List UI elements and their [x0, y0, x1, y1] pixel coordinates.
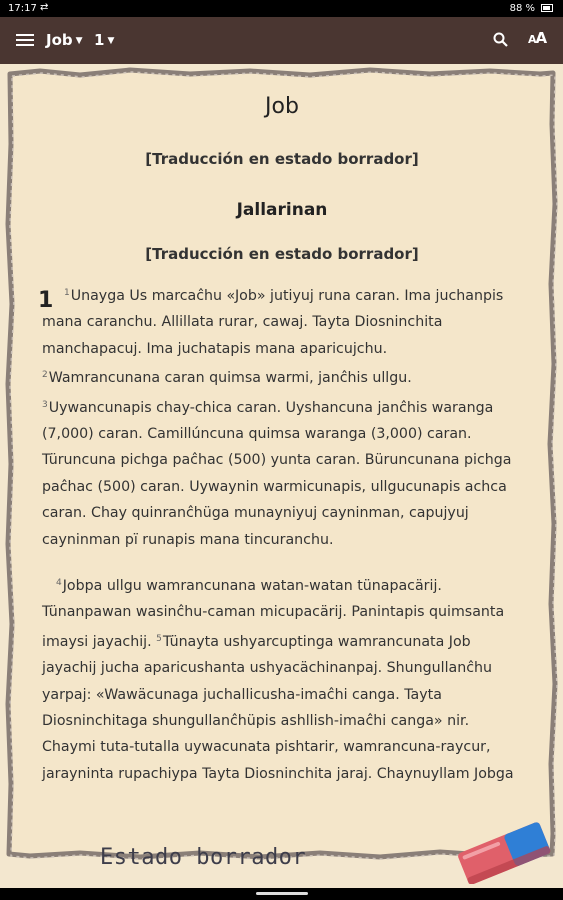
status-time: 17:17 [8, 3, 37, 14]
status-bar [0, 0, 563, 17]
verse-text[interactable]: Tünayta ushyarcuptinga wamrancunata Job jayachij jucha aparicushanta ushyacächinanpaj. Shungullanĉhu yarpaj: «Wawäcunaga juchallicusha-imaĉhi canga. Tayta Diosninchitaga shungullanĉhüpis ashllish-imaĉhi canga» nir. Chaymi tuta-tutalla uywacunata pishtarir, wamrancuna-raycur, jarayninta rupachiypa Tayta Diosninchita jaraj. Chaynuyllam Jobga [42, 633, 514, 782]
book-selector-label: Job [46, 31, 73, 49]
paragraph-2 [42, 570, 520, 787]
paragraph-1 [42, 280, 520, 553]
book-title: Job [265, 94, 299, 119]
reading-page[interactable] [0, 64, 563, 888]
verse-number[interactable]: 5 [156, 633, 162, 644]
navigation-bar [0, 888, 563, 900]
caret-down-icon: ▼ [107, 36, 115, 46]
draft-note: [Traducción en estado borrador] [145, 150, 419, 168]
sync-icon: ⇄ [40, 2, 49, 13]
text-size-icon[interactable]: AA [528, 29, 547, 47]
chapter-selector-label: 1 [94, 31, 105, 49]
verse-number[interactable]: 3 [42, 399, 48, 410]
battery-percent: 88 % [509, 3, 535, 14]
battery-icon [541, 4, 553, 12]
verse-number[interactable]: 4 [56, 578, 62, 588]
verse-text[interactable]: Uywancunapis chay-chica caran. Uyshancuna janĉhis waranga (7,000) caran. Camillúncuna quimsa waranga (3,000) caran. Türuncuna pichga paĉhac (500) yunta caran. Büruncunana pichga paĉhac (500) caran. Uywaynin warmicunapis, ullgucunapis achca caran. Chay quinranĉhüga munayniyuj cayninman, capujyuj cayninman pï runapis mana tincuranchu. [42, 399, 512, 548]
draft-note-2: [Traducción en estado borrador] [145, 245, 419, 263]
section-heading: Jallarinan [236, 200, 328, 220]
menu-icon[interactable] [16, 31, 34, 49]
draft-watermark: Estado borrador [100, 845, 307, 870]
chapter-selector[interactable] [94, 31, 114, 49]
app-toolbar [0, 17, 563, 64]
verse-text[interactable]: Wamrancunana caran quimsa warmi, janĉhis ullgu. [48, 370, 412, 387]
verse-text[interactable]: Jobpa ullgu wamrancunana watan-watan tünapacärij. Tünanpawan wasinĉhu-caman micupacärij. Panintapis quimsanta imaysi jayachij. [42, 578, 505, 650]
search-icon[interactable] [492, 31, 510, 49]
eraser-icon [450, 822, 560, 884]
home-handle[interactable] [256, 892, 308, 895]
caret-down-icon: ▼ [75, 36, 83, 46]
chapter-number: 1 [38, 288, 54, 313]
verse-number[interactable]: 1 [64, 288, 70, 298]
verse-number[interactable]: 2 [42, 370, 48, 381]
verse-text[interactable]: Unayga Us marcaĉhu «Job» jutiyuj runa caran. Ima juchanpis mana caranchu. Allillata rurar, cawaj. Tayta Diosninchita manchapacuj. Ima juchatapis mana aparicujchu. [42, 288, 504, 357]
book-selector[interactable] [46, 31, 83, 49]
